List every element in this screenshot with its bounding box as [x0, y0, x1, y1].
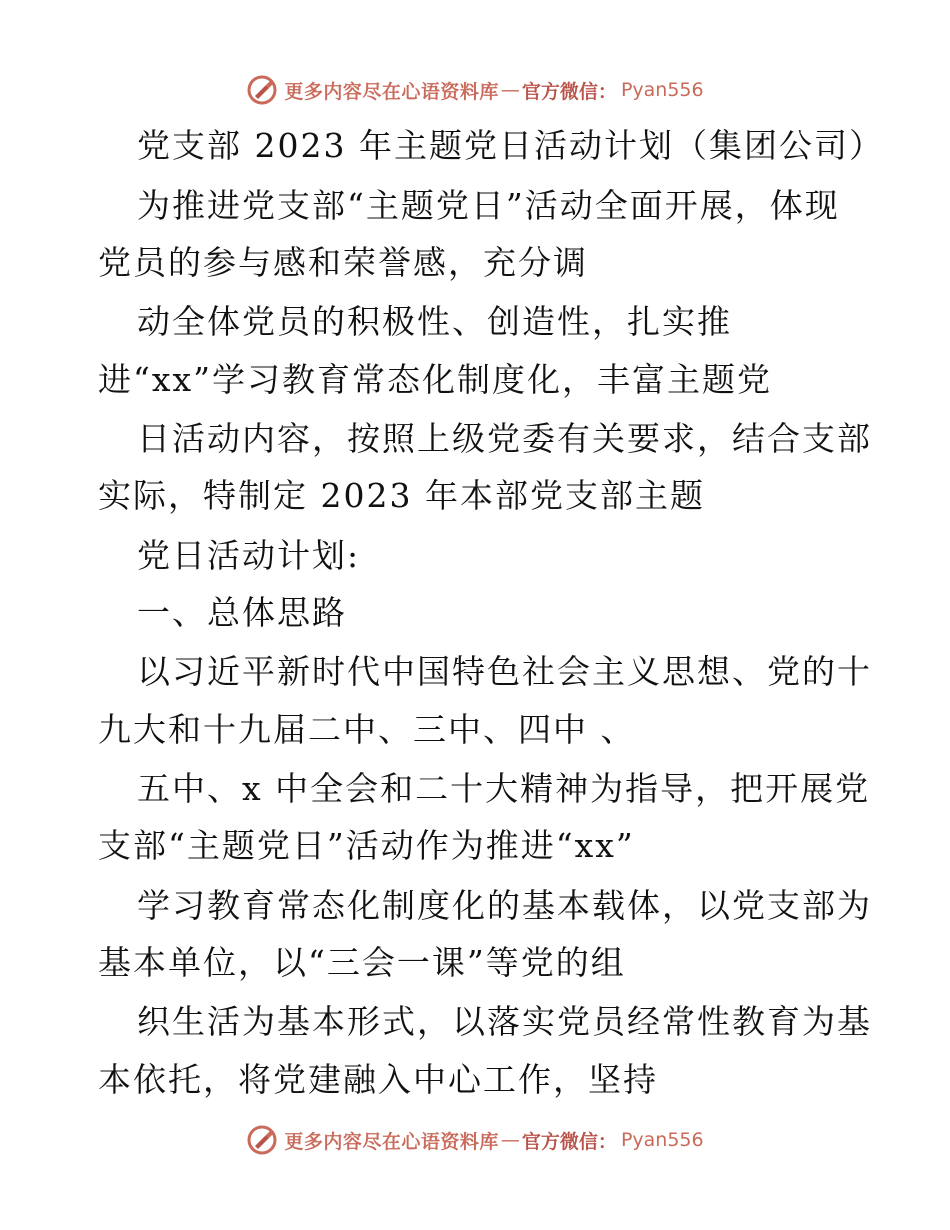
pen-circle-icon: [246, 1124, 278, 1156]
banner-separator: —: [500, 79, 520, 101]
paragraph-line: 九大和十九届二中、三中、四中 、: [98, 710, 636, 749]
paragraph-line: 本依托，将党建融入中心工作，坚持: [98, 1060, 658, 1099]
pen-circle-icon: [246, 74, 278, 106]
paragraph-line: 五中、x 中全会和二十大精神为指导，把开展党: [137, 769, 871, 808]
paragraph-line: 为推进党支部“主题党日”活动全面开展，体现: [137, 186, 840, 225]
banner-wechat-label: 官方微信：: [521, 80, 617, 103]
banner-wechat-label: 官方微信：: [521, 1130, 617, 1153]
paragraph-line: 进“xx”学习教育常态化制度化，丰富主题党: [98, 360, 772, 399]
banner-separator: —: [500, 1129, 520, 1151]
paragraph-line: 党日活动计划:: [137, 536, 361, 575]
banner-wechat-id: Pyan556: [620, 1129, 704, 1151]
paragraph-line: 以习近平新时代中国特色社会主义思想、党的十: [137, 652, 872, 691]
paragraph-line: 基本单位，以“三会一课”等党的组: [98, 943, 626, 982]
paragraph-line: 实际，特制定 2023 年本部党支部主题: [98, 476, 705, 515]
header-banner: [0, 70, 950, 110]
paragraph-line: 党员的参与感和荣誉感，充分调: [98, 243, 588, 282]
section-heading: 一、总体思路: [137, 593, 347, 632]
paragraph-line: 学习教育常态化制度化的基本载体，以党支部为: [137, 886, 872, 925]
paragraph-line: 日活动内容，按照上级党委有关要求，结合支部: [137, 419, 872, 458]
banner-wechat-id: Pyan556: [620, 79, 704, 101]
document-title: 党支部 2023 年主题党日活动计划（集团公司）: [137, 126, 884, 165]
paragraph-line: 支部“主题党日”活动作为推进“xx”: [98, 826, 635, 865]
banner-main-text: 更多内容尽在心语资料库: [284, 80, 499, 103]
footer-banner: [0, 1120, 950, 1160]
paragraph-line: 织生活为基本形式，以落实党员经常性教育为基: [137, 1002, 872, 1041]
paragraph-line: 动全体党员的积极性、创造性，扎实推: [137, 302, 732, 341]
banner-main-text: 更多内容尽在心语资料库: [284, 1130, 499, 1153]
